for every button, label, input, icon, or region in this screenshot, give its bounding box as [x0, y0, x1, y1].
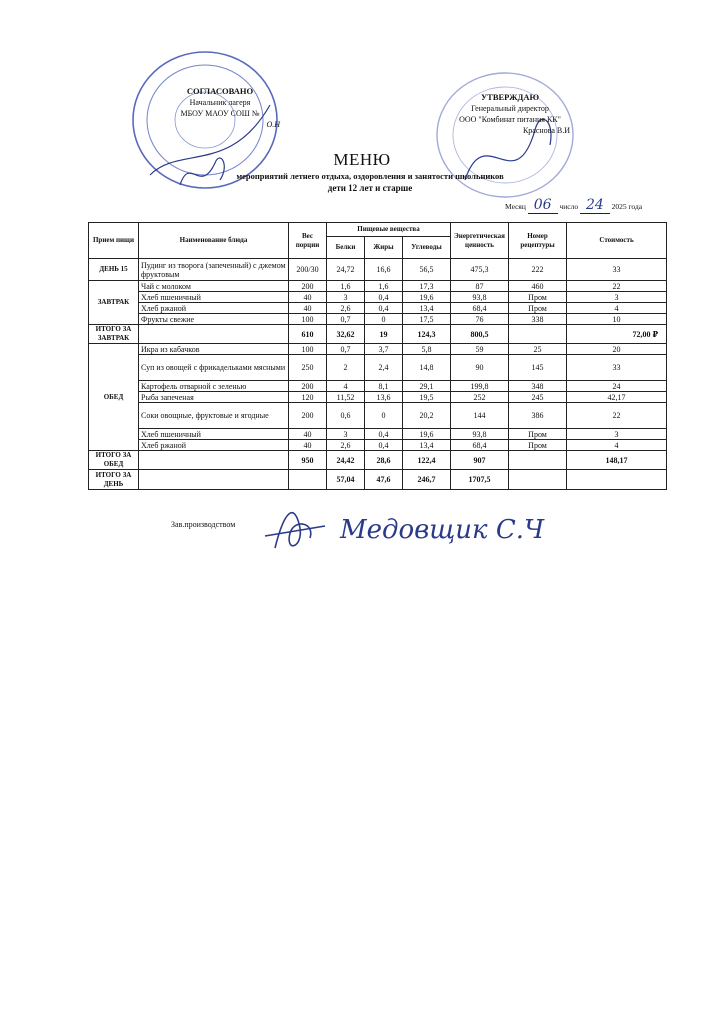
dish-carbs: 5,8 — [403, 344, 451, 355]
right-approval-name: Краснова В.И — [522, 126, 570, 135]
dish-weight: 40 — [289, 440, 327, 451]
signature-name: Медовщик С.Ч — [340, 515, 545, 545]
table-row — [89, 314, 667, 325]
table-row — [89, 281, 667, 292]
total-protein: 24,42 — [327, 451, 365, 470]
dish-weight: 100 — [289, 314, 327, 325]
left-approval-name: О.Н — [266, 120, 280, 129]
total-recipe — [509, 325, 567, 344]
dish-cost: 42,17 — [567, 392, 667, 403]
dish-recipe: 145 — [509, 355, 567, 381]
total-recipe — [509, 470, 567, 490]
table-row — [89, 440, 667, 451]
dish-cost: 24 — [567, 381, 667, 392]
header-dish: Наименование блюда — [139, 223, 289, 259]
dish-energy: 90 — [451, 355, 509, 381]
dish-weight: 200 — [289, 381, 327, 392]
page-subtitle: мероприятий летнего отдыха, оздоровления и занятости школьников — [236, 171, 504, 181]
dish-carbs: 29,1 — [403, 381, 451, 392]
total-cost — [567, 470, 667, 490]
dish-weight: 250 — [289, 355, 327, 381]
header-energy: Энергетическая ценность — [451, 223, 509, 259]
dish-recipe: 245 — [509, 392, 567, 403]
dish-carbs: 13,4 — [403, 440, 451, 451]
dish-fat: 13,6 — [365, 392, 403, 403]
table-row — [89, 355, 667, 381]
dish-fat: 0,4 — [365, 440, 403, 451]
dish-carbs: 13,4 — [403, 303, 451, 314]
menu-table — [88, 222, 667, 490]
dish-cost: 20 — [567, 344, 667, 355]
month-label: Месяц — [505, 202, 526, 211]
dish-energy: 93,8 — [451, 429, 509, 440]
dish-cost: 4 — [567, 440, 667, 451]
total-label: ИТОГО ЗА ЗАВТРАК — [89, 325, 139, 344]
dish-carbs: 17,3 — [403, 281, 451, 292]
dish-cost: 4 — [567, 303, 667, 314]
day-label: число — [559, 202, 579, 211]
table-row — [89, 381, 667, 392]
dish-cost: 22 — [567, 281, 667, 292]
year-text: 2025 года — [611, 202, 643, 211]
empty-cell — [139, 451, 289, 470]
dish-weight: 40 — [289, 303, 327, 314]
right-approval-line2: ООО "Комбинат питания КК" — [459, 115, 561, 124]
left-approval-heading: СОГЛАСОВАНО — [186, 86, 254, 96]
day-total-row — [89, 470, 667, 490]
dish-fat: 2,4 — [365, 355, 403, 381]
header-meal: Прием пищи — [89, 223, 139, 259]
dish-protein: 3 — [327, 429, 365, 440]
header-cost: Стоимость — [567, 223, 667, 259]
header-protein: Белки — [327, 237, 365, 259]
total-carbs: 124,3 — [403, 325, 451, 344]
total-cost: 148,17 — [567, 451, 667, 470]
dish-fat: 0,4 — [365, 429, 403, 440]
right-approval-block — [450, 92, 570, 136]
dish-protein: 0,6 — [327, 403, 365, 429]
total-protein: 32,62 — [327, 325, 365, 344]
dish-energy: 68,4 — [451, 440, 509, 451]
lunch-label: ОБЕД — [89, 344, 139, 451]
lunch-total-row — [89, 451, 667, 470]
dish-fat: 0,4 — [365, 303, 403, 314]
total-label: ИТОГО ЗА ОБЕД — [89, 451, 139, 470]
dish-carbs: 14,8 — [403, 355, 451, 381]
empty-cell — [139, 325, 289, 344]
table-row — [89, 392, 667, 403]
total-carbs: 122,4 — [403, 451, 451, 470]
signature — [255, 498, 555, 558]
dish-name: Икра из кабачков — [139, 344, 289, 355]
dish-energy: 199,8 — [451, 381, 509, 392]
dish-weight: 40 — [289, 429, 327, 440]
page-title: МЕНЮ — [333, 150, 391, 169]
dish-cost: 33 — [567, 355, 667, 381]
dish-name: Суп из овощей с фрикадельками мясными — [139, 355, 289, 381]
dish-name: Соки овощные, фруктовые и ягодные — [139, 403, 289, 429]
dish-name: Хлеб ржаной — [139, 303, 289, 314]
dish-carbs: 19,5 — [403, 392, 451, 403]
age-group-subtitle: дети 12 лет и старше — [327, 183, 413, 193]
dish-name: Картофель отварной с зеленью — [139, 381, 289, 392]
dish-fat: 16,6 — [365, 259, 403, 281]
dish-carbs: 19,6 — [403, 292, 451, 303]
dish-name: Пудинг из творога (запеченный) с джемом фруктовым — [139, 259, 289, 281]
dish-name: Фрукты свежие — [139, 314, 289, 325]
dish-protein: 2,6 — [327, 303, 365, 314]
dish-carbs: 19,6 — [403, 429, 451, 440]
total-fat: 28,6 — [365, 451, 403, 470]
total-protein: 57,04 — [327, 470, 365, 490]
breakfast-total-row — [89, 325, 667, 344]
dish-cost: 3 — [567, 429, 667, 440]
date-line — [505, 197, 642, 213]
dish-recipe: 386 — [509, 403, 567, 429]
dish-protein: 11,52 — [327, 392, 365, 403]
dish-name: Хлеб пшеничный — [139, 292, 289, 303]
right-approval-line1: Генеральный директор — [471, 104, 549, 113]
dish-recipe: Пром — [509, 292, 567, 303]
total-cost: 72,00 ₽ — [567, 325, 667, 344]
empty-cell — [139, 470, 289, 490]
dish-name: Рыба запеченая — [139, 392, 289, 403]
dish-fat: 0 — [365, 314, 403, 325]
dish-weight: 100 — [289, 344, 327, 355]
table-row — [89, 403, 667, 429]
production-manager-label: Зав.производством — [171, 520, 236, 529]
dish-carbs: 56,5 — [403, 259, 451, 281]
dish-energy: 76 — [451, 314, 509, 325]
dish-recipe: 460 — [509, 281, 567, 292]
dish-fat: 0 — [365, 403, 403, 429]
dish-carbs: 20,2 — [403, 403, 451, 429]
total-label: ИТОГО ЗА ДЕНЬ — [89, 470, 139, 490]
dish-recipe: 348 — [509, 381, 567, 392]
total-fat: 47,6 — [365, 470, 403, 490]
dish-name: Хлеб пшеничный — [139, 429, 289, 440]
header-recipe: Номер рецептуры — [509, 223, 567, 259]
dish-energy: 144 — [451, 403, 509, 429]
dish-protein: 2,6 — [327, 440, 365, 451]
day-value: 24 — [580, 197, 610, 214]
total-energy: 1707,5 — [451, 470, 509, 490]
total-weight — [289, 470, 327, 490]
day-label: ДЕНЬ 15 — [89, 259, 139, 281]
dish-fat: 8,1 — [365, 381, 403, 392]
dish-cost: 3 — [567, 292, 667, 303]
dish-energy: 87 — [451, 281, 509, 292]
table-row — [89, 292, 667, 303]
dish-recipe: 222 — [509, 259, 567, 281]
total-carbs: 246,7 — [403, 470, 451, 490]
breakfast-label: ЗАВТРАК — [89, 281, 139, 325]
dish-fat: 0,4 — [365, 292, 403, 303]
dish-name: Хлеб ржаной — [139, 440, 289, 451]
dish-protein: 1,6 — [327, 281, 365, 292]
header-nutrients: Пищевые вещества — [327, 223, 451, 237]
dish-weight: 120 — [289, 392, 327, 403]
header-weight: Вес порции — [289, 223, 327, 259]
dish-recipe: Пром — [509, 303, 567, 314]
total-recipe — [509, 451, 567, 470]
dish-cost: 10 — [567, 314, 667, 325]
table-row — [89, 344, 667, 355]
dish-carbs: 17,5 — [403, 314, 451, 325]
table-row — [89, 429, 667, 440]
month-value: 06 — [528, 197, 558, 214]
dish-name: Чай с молоком — [139, 281, 289, 292]
dish-energy: 252 — [451, 392, 509, 403]
dish-protein: 3 — [327, 292, 365, 303]
dish-protein: 0,7 — [327, 314, 365, 325]
dish-energy: 475,3 — [451, 259, 509, 281]
dish-fat: 1,6 — [365, 281, 403, 292]
dish-protein: 0,7 — [327, 344, 365, 355]
dish-weight: 200/30 — [289, 259, 327, 281]
dish-recipe: Пром — [509, 429, 567, 440]
dish-weight: 200 — [289, 403, 327, 429]
left-approval-block — [160, 86, 280, 130]
table-row — [89, 259, 667, 281]
dish-energy: 59 — [451, 344, 509, 355]
header-fat: Жиры — [365, 237, 403, 259]
dish-recipe: Пром — [509, 440, 567, 451]
dish-weight: 40 — [289, 292, 327, 303]
total-weight: 950 — [289, 451, 327, 470]
total-fat: 19 — [365, 325, 403, 344]
dish-protein: 4 — [327, 381, 365, 392]
dish-weight: 200 — [289, 281, 327, 292]
dish-fat: 3,7 — [365, 344, 403, 355]
left-approval-line2: МБОУ МАОУ СОШ № — [180, 109, 260, 118]
dish-protein: 24,72 — [327, 259, 365, 281]
header-carbs: Углеводы — [403, 237, 451, 259]
dish-energy: 68,4 — [451, 303, 509, 314]
left-approval-line1: Начальник лагеря — [189, 98, 251, 107]
dish-recipe: 338 — [509, 314, 567, 325]
dish-protein: 2 — [327, 355, 365, 381]
total-energy: 907 — [451, 451, 509, 470]
total-energy: 800,5 — [451, 325, 509, 344]
total-weight: 610 — [289, 325, 327, 344]
dish-recipe: 25 — [509, 344, 567, 355]
dish-cost: 33 — [567, 259, 667, 281]
table-row — [89, 303, 667, 314]
dish-cost: 22 — [567, 403, 667, 429]
right-approval-heading: УТВЕРЖДАЮ — [480, 92, 540, 102]
dish-energy: 93,8 — [451, 292, 509, 303]
